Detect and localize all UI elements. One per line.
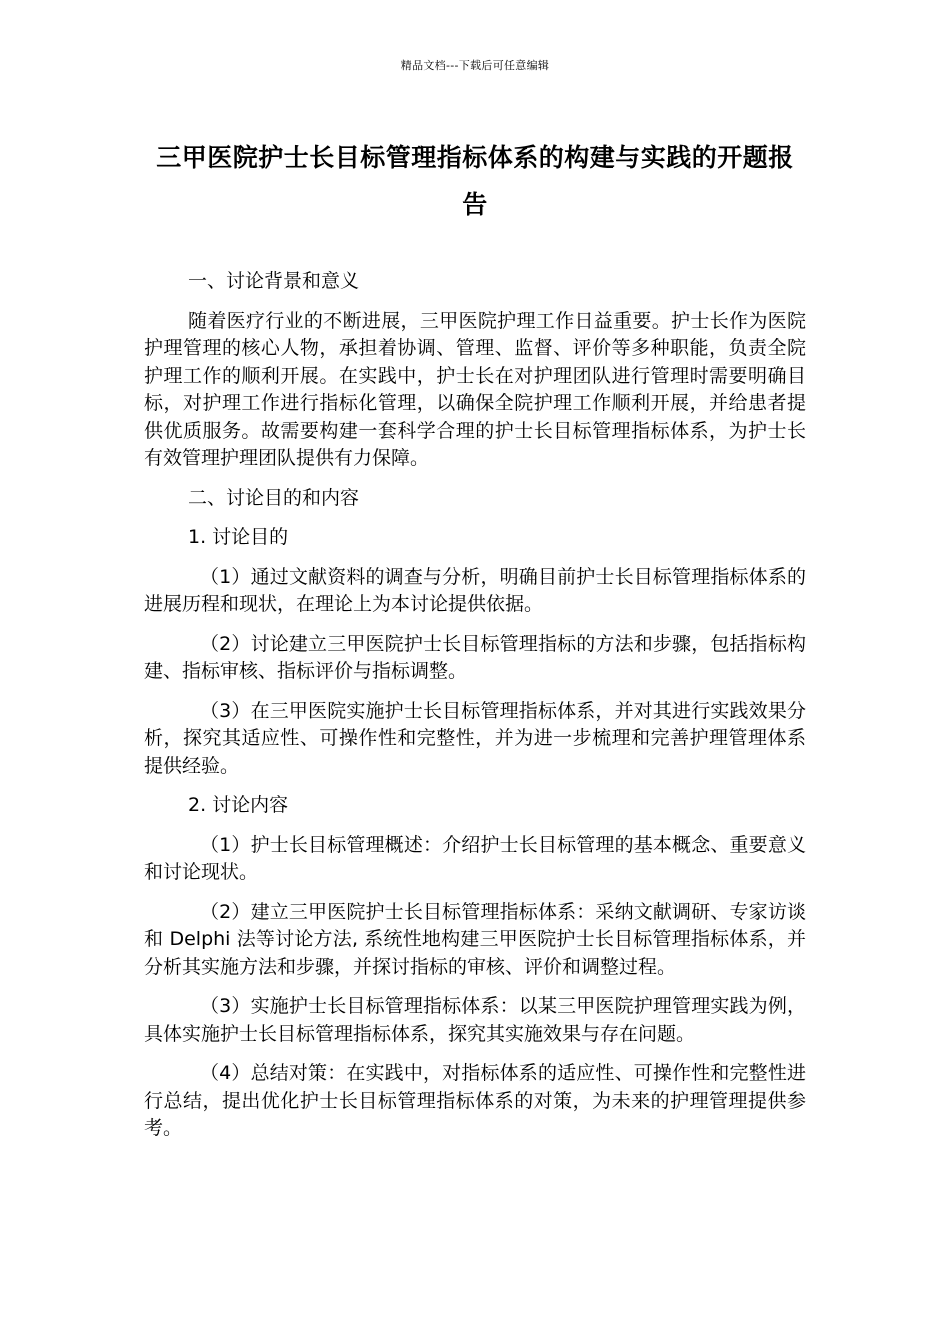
- content-item-4: （4）总结对策：在实践中，对指标体系的适应性、可操作性和完整性进行总结，提出优化护士长目标管理指标体系的对策，为未来的护理管理提供参考。: [144, 1062, 806, 1139]
- background-paragraph: 随着医疗行业的不断进展，三甲医院护理工作日益重要。护士长作为医院护理管理的核心人物，承担着协调、管理、监督、评价等多种职能，负责全院护理工作的顺利开展。在实践中，护士长在对护理团队进行管理时需要明确目标，对护理工作进行指标化管理，以确保全院护理工作顺利开展，并给患者提供优质服务。故需要构建一套科学合理的护士长目标管理指标体系，为护士长有效管理护理团队提供有力保障。: [144, 309, 806, 469]
- purpose-item-3: （3）在三甲医院实施护士长目标管理指标体系，并对其进行实践效果分析，探究其适应性、可操作性和完整性，并为进一步梳理和完善护理管理体系提供经验。: [144, 699, 806, 777]
- document-body: [144, 268, 806, 1155]
- content-item-3: （3）实施护士长目标管理指标体系：以某三甲医院护理管理实践为例，具体实施护士长目标管理指标体系，探究其实施效果与存在问题。: [144, 995, 806, 1045]
- purpose-item-1: （1）通过文献资料的调查与分析，明确目前护士长目标管理指标体系的进展历程和现状，在理论上为本讨论提供依据。: [144, 565, 806, 615]
- content-item-2: （2）建立三甲医院护士长目标管理指标体系：采纳文献调研、专家访谈和 Delphi 法等讨论方法, 系统性地构建三甲医院护士长目标管理指标体系，并分析其实施方法和步骤，并探讨指标的审核、评价和调整过程。: [144, 900, 806, 978]
- content-item-1: （1）护士长目标管理概述：介绍护士长目标管理的基本概念、重要意义和讨论现状。: [144, 833, 806, 883]
- subheading-purpose: 1. 讨论目的: [188, 526, 289, 548]
- section-heading-purpose-content: 二、讨论目的和内容: [188, 486, 360, 509]
- subheading-content: 2. 讨论内容: [188, 794, 289, 816]
- section-heading-background: 一、讨论背景和意义: [188, 270, 360, 292]
- header-note: 精品文档---下载后可任意编辑: [400, 59, 550, 72]
- document-title: 三甲医院护士长目标管理指标体系的构建与实践的开题报告: [156, 143, 794, 219]
- purpose-item-2: （2）讨论建立三甲医院护士长目标管理指标的方法和步骤，包括指标构建、指标审核、指标评价与指标调整。: [144, 632, 806, 682]
